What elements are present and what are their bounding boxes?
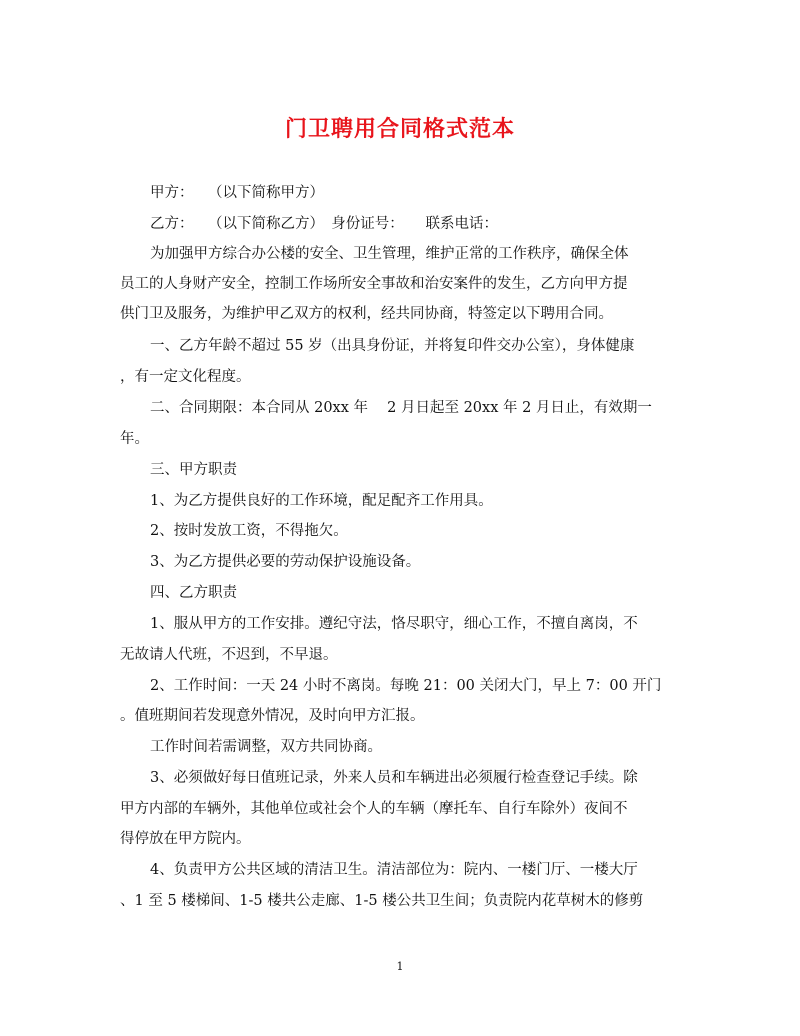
paragraph-line: 甲方内部的车辆外，其他单位或社会个人的车辆（摩托车、自行车除外）夜间不 [120, 801, 628, 817]
paragraph-line: 得停放在甲方院内。 [120, 831, 251, 847]
paragraph-line: 工作时间若需调整，双方共同协商。 [150, 739, 382, 755]
paragraph-line: 3、为乙方提供必要的劳动保护设施设备。 [150, 554, 421, 570]
paragraph-line: 年。 [120, 431, 149, 447]
party-b-line: 乙方： （以下简称乙方） 身份证号： 联系电话： [150, 216, 498, 232]
paragraph-line: 3、必须做好每日值班记录，外来人员和车辆进出必须履行检查登记手续。除 [150, 770, 638, 786]
paragraph-line: 员工的人身财产安全，控制工作场所安全事故和治安案件的发生，乙方向甲方提 [120, 276, 628, 292]
paragraph-line: 无故请人代班，不迟到，不早退。 [120, 647, 338, 663]
paragraph-line: 、1 至 5 楼梯间、1-5 楼共公走廊、1-5 楼公共卫生间；负责院内花草树木的修剪 [120, 893, 644, 909]
paragraph-line: 2、按时发放工资，不得拖欠。 [150, 523, 348, 539]
paragraph-line: 供门卫及服务，为维护甲乙双方的权利，经共同协商，特签定以下聘用合同。 [120, 306, 613, 322]
party-a-line: 甲方： （以下简称甲方） [150, 185, 324, 201]
paragraph-line: 2、工作时间：一天 24 小时不离岗。每晚 21：00 关闭大门，早上 7：00 开门 [150, 678, 662, 694]
paragraph-line: ，有一定文化程度。 [120, 369, 251, 385]
paragraph-line: 二、合同期限：本合同从 20xx 年 2 月日起至 20xx 年 2 月日止，有效期一 [150, 400, 652, 416]
paragraph-line: 1、服从甲方的工作安排。遵纪守法，恪尽职守，细心工作，不擅自离岗，不 [150, 616, 638, 632]
paragraph-line: 1、为乙方提供良好的工作环境，配足配齐工作用具。 [150, 493, 493, 509]
paragraph-line: 。值班期间若发现意外情况，及时向甲方汇报。 [120, 708, 425, 724]
paragraph-line: 为加强甲方综合办公楼的安全、卫生管理，维护正常的工作秩序，确保全体 [150, 246, 629, 262]
page-number: 1 [396, 960, 404, 973]
section-heading: 四、乙方职责 [150, 585, 237, 601]
paragraph-line: 一、乙方年龄不超过 55 岁（出具身份证，并将复印件交办公室），身体健康 [150, 338, 635, 354]
document-title: 门卫聘用合同格式范本 [284, 116, 515, 142]
paragraph-line: 4、负责甲方公共区域的清洁卫生。清洁部位为：院内、一楼门厅、一楼大厅 [150, 862, 638, 878]
section-heading: 三、甲方职责 [150, 462, 237, 478]
